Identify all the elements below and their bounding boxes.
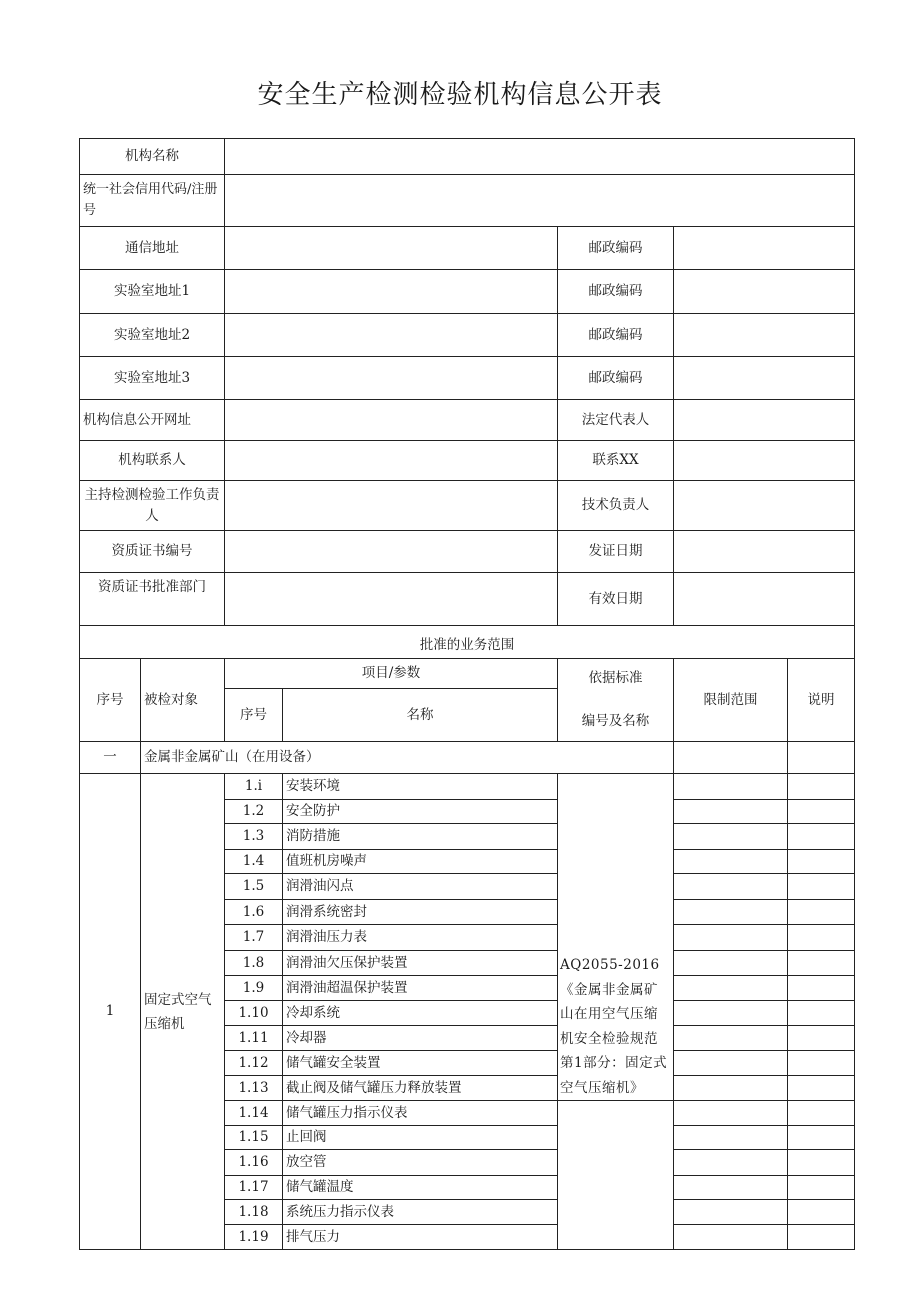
address-value[interactable] [225,227,558,270]
info-table [79,138,855,1250]
website-label: 机构信息公开网址 [80,400,225,441]
item-limit[interactable] [674,774,788,800]
tech-lead-value[interactable] [674,481,855,531]
header-object: 被检对象 [141,659,225,742]
category-limit[interactable] [674,742,788,774]
lab-address-2-value[interactable] [225,314,558,357]
issue-date-value[interactable] [674,531,855,573]
header-standard-spacer [558,689,673,711]
item-note[interactable] [788,1026,855,1051]
contact-label: 机构联系人 [80,441,225,481]
info-row [80,270,855,314]
item-limit[interactable] [674,874,788,900]
info-row [80,441,855,481]
item-limit[interactable] [674,1225,788,1250]
item-name: 储气罐安全装置 [283,1051,558,1076]
item-limit[interactable] [674,1076,788,1101]
scope-header: 批准的业务范围 [80,626,855,659]
item-limit[interactable] [674,850,788,874]
item-no: 1.15 [225,1126,283,1150]
item-no: 1.3 [225,824,283,850]
header-standard-line2: 编号及名称 [581,713,650,729]
info-row [80,227,855,270]
item-note[interactable] [788,1150,855,1176]
lab1-postcode-value[interactable] [674,270,855,314]
header-limit: 限制范围 [674,659,788,742]
item-no: 1.18 [225,1200,283,1225]
info-row [80,400,855,441]
item-note[interactable] [788,874,855,900]
info-row [80,481,855,531]
item-note[interactable] [788,925,855,951]
group-standard: AQ2055-2016《金属非金属矿山在用空气压缩机安全检验规范第1部分：固定式空气压缩机》 [558,774,674,1101]
item-name: 系统压力指示仪表 [283,1200,558,1225]
item-name: 储气罐压力指示仪表 [283,1101,558,1126]
header-item-param: 项目/参数 [225,659,558,689]
item-note[interactable] [788,800,855,824]
info-row [80,573,855,626]
tech-lead-label: 技术负责人 [558,481,674,531]
item-name: 润滑系统密封 [283,900,558,925]
item-no: 1.11 [225,1026,283,1051]
item-no: 1.19 [225,1225,283,1250]
item-limit[interactable] [674,925,788,951]
item-limit[interactable] [674,800,788,824]
lab-address-1-value[interactable] [225,270,558,314]
item-no: 1.16 [225,1150,283,1176]
org-name-value[interactable] [225,139,855,175]
header-sub-seq: 序号 [225,689,283,742]
item-note[interactable] [788,1225,855,1250]
item-no: 1.4 [225,850,283,874]
item-name: 润滑油闪点 [283,874,558,900]
valid-date-label: 有效日期 [558,573,674,626]
item-no: 1.7 [225,925,283,951]
lab-address-1-label: 实验室地址1 [80,270,225,314]
item-name: 排气压力 [283,1225,558,1250]
column-header-row [80,659,855,689]
item-note[interactable] [788,1176,855,1200]
director-label: 主持检测检验工作负责人 [80,481,225,531]
item-note[interactable] [788,1051,855,1076]
header-standard [558,659,674,742]
item-note[interactable] [788,850,855,874]
credit-code-value[interactable] [225,175,855,227]
director-value[interactable] [225,481,558,531]
item-note[interactable] [788,951,855,976]
item-no: 1.17 [225,1176,283,1200]
header-seq: 序号 [80,659,141,742]
page-title: 安全生产检测检验机构信息公开表 [257,80,663,110]
item-name: 放空管 [283,1150,558,1176]
item-name: 安装环境 [283,774,558,800]
lab-address-2-label: 实验室地址2 [80,314,225,357]
item-name: 值班机房噪声 [283,850,558,874]
item-note[interactable] [788,774,855,800]
issue-date-label: 发证日期 [558,531,674,573]
legal-rep-value[interactable] [674,400,855,441]
item-name: 润滑油超温保护装置 [283,976,558,1001]
item-note[interactable] [788,1101,855,1126]
item-name: 储气罐温度 [283,1176,558,1200]
item-no: 1.5 [225,874,283,900]
item-name: 止回阀 [283,1126,558,1150]
item-note[interactable] [788,824,855,850]
item-limit[interactable] [674,1200,788,1225]
item-limit[interactable] [674,1026,788,1051]
contact-phone-value[interactable] [674,441,855,481]
item-no: 1.8 [225,951,283,976]
lab3-postcode-label: 邮政编码 [558,357,674,400]
item-no: 1.i [225,774,283,800]
cert-no-value[interactable] [225,531,558,573]
postcode-value[interactable] [674,227,855,270]
scope-header-row [80,626,855,659]
header-name: 名称 [283,689,558,742]
category-name: 金属非金属矿山（在用设备） [141,742,674,774]
approval-dept-value[interactable] [225,573,558,626]
item-no: 1.12 [225,1051,283,1076]
contact-value[interactable] [225,441,558,481]
website-value[interactable] [225,400,558,441]
item-no: 1.9 [225,976,283,1001]
header-standard-line1: 依据标准 [588,670,643,687]
group-object: 固定式空气压缩机 [141,774,225,1250]
cert-no-label: 资质证书编号 [80,531,225,573]
item-no: 1.14 [225,1101,283,1126]
item-row [80,774,855,800]
item-name: 截止阀及储气罐压力释放装置 [283,1076,558,1101]
info-row [80,357,855,400]
group-seq: 1 [80,774,141,1250]
lab2-postcode-label: 邮政编码 [558,314,674,357]
legal-rep-label: 法定代表人 [558,400,674,441]
item-no: 1.2 [225,800,283,824]
item-limit[interactable] [674,1101,788,1126]
item-limit[interactable] [674,1051,788,1076]
item-note[interactable] [788,976,855,1001]
item-limit[interactable] [674,976,788,1001]
item-limit[interactable] [674,1126,788,1150]
category-seq: 一 [80,742,141,774]
item-name: 安全防护 [283,800,558,824]
item-no: 1.10 [225,1001,283,1026]
approval-dept-label: 资质证书批准部门 [80,573,225,626]
item-limit[interactable] [674,824,788,850]
postcode-label: 邮政编码 [558,227,674,270]
item-no: 1.13 [225,1076,283,1101]
category-row [80,742,855,774]
valid-date-value[interactable] [674,573,855,626]
item-limit[interactable] [674,1001,788,1026]
lab2-postcode-value[interactable] [674,314,855,357]
item-note[interactable] [788,1126,855,1150]
category-note[interactable] [788,742,855,774]
info-row [80,314,855,357]
org-name-label: 机构名称 [80,139,225,175]
lab-address-3-label: 实验室地址3 [80,357,225,400]
item-no: 1.6 [225,900,283,925]
lab3-postcode-value[interactable] [674,357,855,400]
group-standard-continued [558,1101,674,1250]
lab1-postcode-label: 邮政编码 [558,270,674,314]
item-name: 润滑油压力表 [283,925,558,951]
item-note[interactable] [788,1001,855,1026]
item-name: 消防措施 [283,824,558,850]
item-name: 冷却系统 [283,1001,558,1026]
address-label: 通信地址 [80,227,225,270]
item-note[interactable] [788,900,855,925]
item-limit[interactable] [674,1176,788,1200]
contact-phone-label: 联系XX [558,441,674,481]
info-row [80,175,855,227]
item-note[interactable] [788,1200,855,1225]
item-limit[interactable] [674,951,788,976]
item-limit[interactable] [674,900,788,925]
header-note: 说明 [788,659,855,742]
lab-address-3-value[interactable] [225,357,558,400]
item-name: 润滑油欠压保护装置 [283,951,558,976]
item-note[interactable] [788,1076,855,1101]
item-name: 冷却器 [283,1026,558,1051]
credit-code-label: 统一社会信用代码/注册号 [80,175,225,227]
item-limit[interactable] [674,1150,788,1176]
info-row [80,139,855,175]
info-row [80,531,855,573]
